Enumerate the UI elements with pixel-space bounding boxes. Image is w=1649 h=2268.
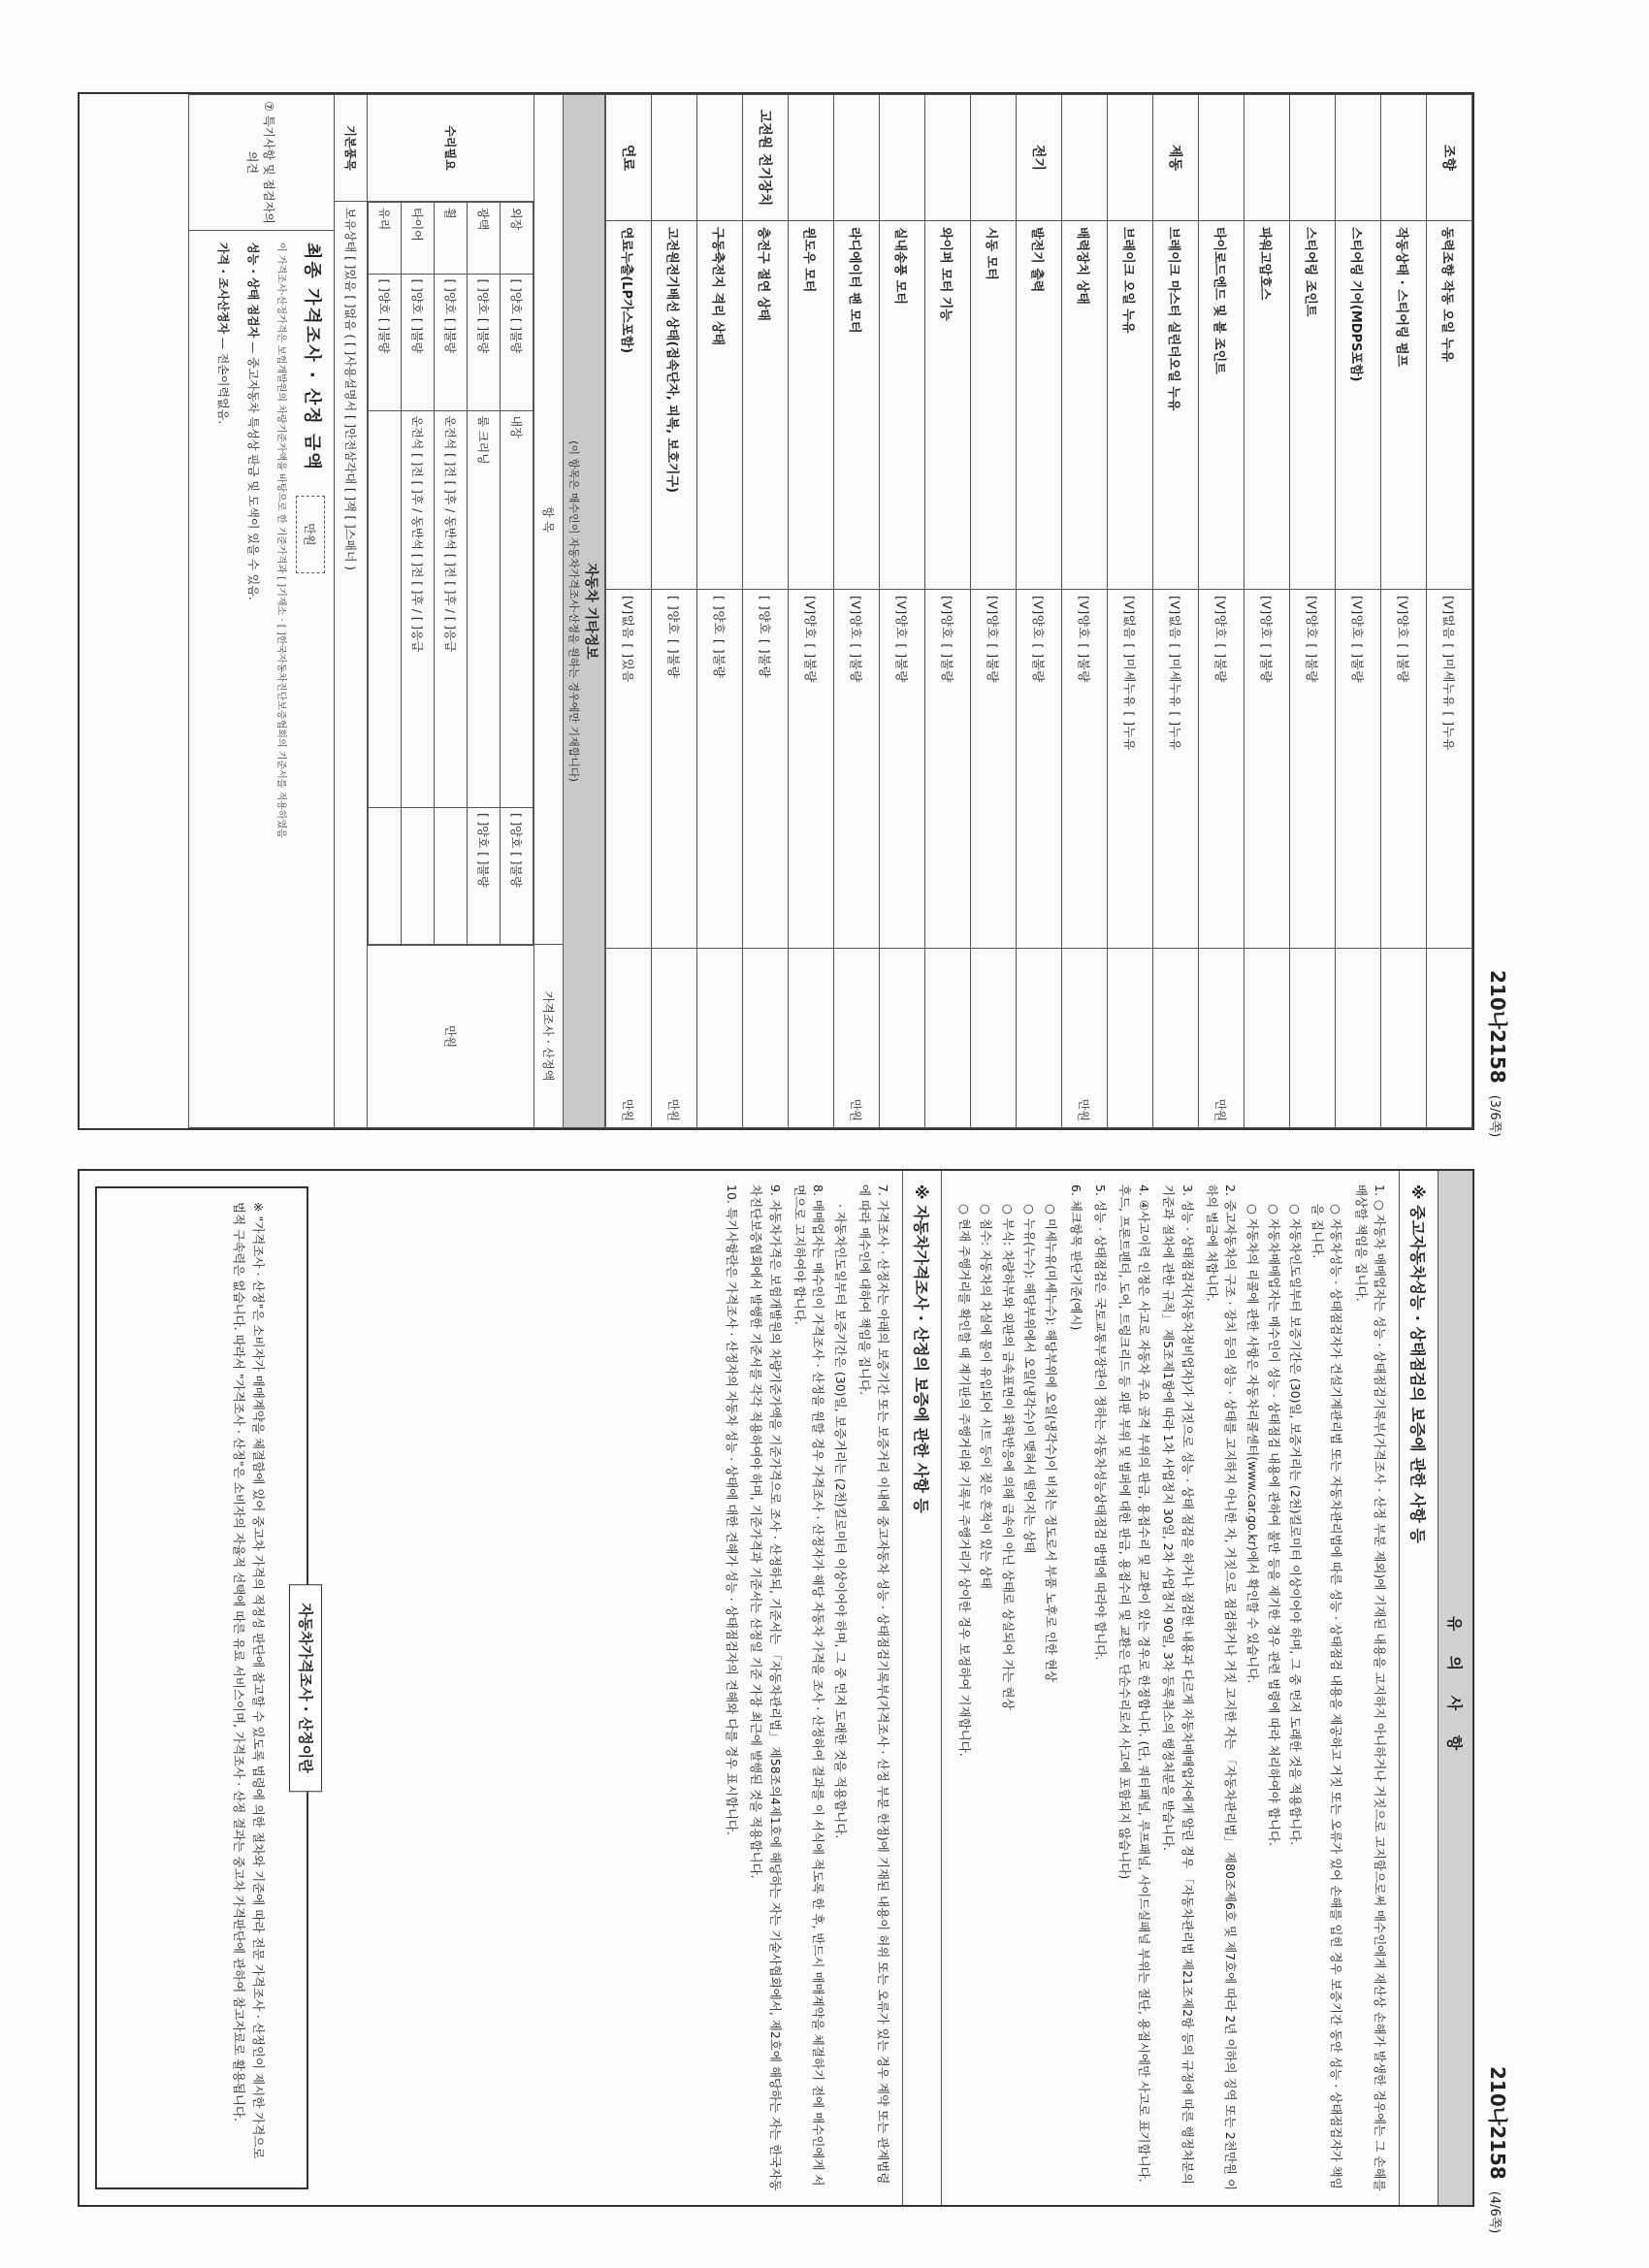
- inspection-row: [1153, 95, 1199, 1128]
- note-paragraph: ○ 미세누유(미세누수): 해당부위에 오일(냉각수)이 비치는 정도로서 부품 노후로 인한 현상: [1044, 1204, 1059, 1683]
- item-cell: 브레이크 마스터 실린더오일 누유: [1153, 221, 1199, 590]
- inspection-row: [1017, 95, 1062, 1128]
- repair-cell: [369, 808, 402, 945]
- item-cell: 고전원전기배선 상태(접속단자, 피복, 보호기구): [652, 221, 697, 590]
- status-cell: [V]없음 [ ]미세누유 [ ]누유: [1153, 590, 1199, 949]
- repair-cell: [ ]양호 [ ]불량: [369, 274, 402, 410]
- category-cell: 조향: [1427, 95, 1472, 221]
- repair-cell: [ ]양호 [ ]불량: [501, 274, 534, 410]
- inspection-row: [1381, 95, 1427, 1128]
- section2-notes: [707, 1171, 903, 2205]
- inspection-table: [605, 94, 1472, 1128]
- inspection-row: [834, 95, 880, 1128]
- note-paragraph: ○ 자동차매매업자는 매수인이 성능 · 상태점검 내용에 관하여 불만 등을 제기한 경우 관련 법령에 따라 처리하여야 합니다.: [1267, 1204, 1282, 1847]
- note-paragraph: ○ 자동차성능 · 상태점검자가 건설기계관리법 또는 자동차관리법에 따른 성능 · 상태점검 내용을 제공하고 거짓 또는 오류가 있어 손해를 입힌 경우 보증기간 동안 성능 · 상태점검자가 책임을 집니다.: [1310, 1204, 1344, 2189]
- repair-cell: [369, 410, 402, 808]
- inspection-row: [1062, 95, 1108, 1128]
- repair-row: [501, 203, 534, 945]
- note-paragraph: 1. ○ 자동차 매매업자는 성능 · 상태점검기록부(가격조사 · 산정 부분 제외)에 기재된 내용을 고지하지 아니하거나 거짓으로 고지함으로써 매수인에게 재산상 손해가 발생한 경우에는 그 손해를 배상할 책임을 집니다.: [1353, 1184, 1387, 2191]
- note-paragraph: 5. 성능 · 상태점검은 국토교통부장관이 정하는 자동차성능상태점검 방법에 따라야 합니다.: [1093, 1184, 1109, 1661]
- left-page: [78, 92, 1474, 1130]
- item-cell: 구동축전지 격리 상태: [697, 221, 743, 590]
- amount-cell: [743, 949, 789, 1128]
- right-page: [78, 1169, 1474, 2207]
- category-cell: 전기: [1017, 95, 1062, 221]
- item-cell: 발전기 출력: [1017, 221, 1062, 590]
- amount-cell: [789, 949, 834, 1128]
- category-cell: [789, 95, 834, 221]
- status-cell: [ ]양호 [ ]불량: [697, 590, 743, 949]
- category-cell: 고전원 전기장치: [743, 95, 789, 221]
- category-cell: [1381, 95, 1427, 221]
- inspection-row: [1199, 95, 1245, 1128]
- repair-cell: 룸 크리닝: [468, 410, 501, 808]
- category-cell: [1108, 95, 1153, 221]
- category-cell: [697, 95, 743, 221]
- note-paragraph: 6. 체크항목 판단기준(예시): [1068, 1184, 1083, 1331]
- note-paragraph: 4. ④사고이력 인정은 사고로 자동차 주요 골격 부위의 판금, 용접수리 및 교환이 있는 경우로 한정합니다. (단, 쿼터패널, 루프패널, 사이드실패널 부위는 절단, 용접시에만 사고로 표기합니다. 후드, 프론트펜더, 도어, 트렁크리드 등 외판 부위 및 범퍼에 대한 판금, 용접수리 및 교환은 단순수리로서 사고에 포함되지 않습니다): [1117, 1184, 1151, 2183]
- status-cell: [V]양호 [ ]불량: [1062, 590, 1108, 949]
- section2-title: ※ 자동차가격조사 · 산정의 보증에 관한 사항 등: [903, 1171, 943, 2205]
- status-cell: [ ]양호 [ ]불량: [652, 590, 697, 949]
- inspection-row: [1245, 95, 1290, 1128]
- item-cell: 윈도우 모터: [789, 221, 834, 590]
- status-cell: [ ]양호 [ ]불량: [743, 590, 789, 949]
- item-cell: 브레이크 오일 누유: [1108, 221, 1153, 590]
- status-cell: [V]양호 [ ]불량: [1290, 590, 1336, 949]
- item-cell: 파워고압호스: [1245, 221, 1290, 590]
- inspection-row: [606, 95, 652, 1128]
- appraisal-definition-title: 자동차가격조사 · 산정이란: [289, 1584, 322, 1792]
- inspection-row: [743, 95, 789, 1128]
- note-paragraph: 8. 매매업자는 매수인이 가격조사 · 산정을 원할 경우 가격조사 · 산정자가 해당 자동차 가격을 조사 · 산정하여 결과를 이 서식에 적도록 한 후, 반드시 매매계약을 체결하기 전에 매수인에게 서면으로 고지하여야 합니다.: [792, 1184, 826, 2187]
- note-paragraph: · 자동차인도일부터 보증기간은 (30)일, 보증거리는 (2천)킬로미터 이상이어야 하며, 그 중 먼저 도래한 것을 적용합니다.: [832, 1204, 848, 1839]
- opinion-appraiser: 가격 · 조사산정자 — 전손이력없음.: [216, 243, 231, 425]
- status-cell: [V]없음 [ ]있음: [606, 590, 652, 949]
- status-cell: [V]양호 [ ]불량: [880, 590, 925, 949]
- note-paragraph: 2. 중고자동차의 구조 · 장치 등의 성능 · 상태를 고지하지 아니한 자, 거짓으로 점검하거나 거짓 고지한 자는 「자동차관리법」 제80조제6호 및 제7호에 따라 2년 이하의 징역 또는 2천만원 이하의 벌금에 처합니다.: [1205, 1184, 1239, 2191]
- category-cell: [925, 95, 971, 221]
- inspection-row: [925, 95, 971, 1128]
- amount-cell: [1017, 949, 1062, 1128]
- inspection-row: [1108, 95, 1153, 1128]
- amount-cell: 만원: [606, 949, 652, 1128]
- repair-cell: [ ]양호 [ ]불량: [402, 274, 435, 410]
- right-page-number: 210나2158(4/6쪽): [1486, 2066, 1509, 2234]
- status-cell: [V]양호 [ ]불량: [925, 590, 971, 949]
- amount-cell: [880, 949, 925, 1128]
- item-cell: 연료누출(LP가스포함): [606, 221, 652, 590]
- inspection-row: [789, 95, 834, 1128]
- status-cell: [V]양호 [ ]불량: [971, 590, 1017, 949]
- final-price-title: 최종 가격조사 · 산정 금액: [302, 243, 322, 471]
- item-cell: 작동상태 · 스티어링 펌프: [1381, 221, 1427, 590]
- left-page-number: 210나2158(3/6쪽): [1486, 970, 1509, 1138]
- status-cell: [V]없음 [ ]미세누유 [ ]누유: [1427, 590, 1472, 949]
- final-price-box: 만원: [297, 496, 326, 573]
- repair-cell: 광택: [468, 203, 501, 275]
- section1-notes: [943, 1171, 1400, 2205]
- repair-cell: [ ]양호 [ ]불량: [435, 274, 468, 410]
- inspection-row: [697, 95, 743, 1128]
- repair-cell: 운전석 [ ]전 [ ]후 / 동반석 [ ]전 [ ]후 / [ ]응급: [435, 410, 468, 808]
- status-cell: [V]양호 [ ]불량: [789, 590, 834, 949]
- repair-row: [402, 203, 435, 945]
- inspection-row: [1427, 95, 1472, 1128]
- item-cell: 시동 모터: [971, 221, 1017, 590]
- note-paragraph: ○ 자동차의 리콜에 관한 사항은 자동차리콜센터(www.car.go.kr)에서 확인할 수 있습니다.: [1245, 1204, 1260, 1684]
- basic-items-section: 기본품목 보유상태 [ ]있음 [ ]없음 ( [ ]사용설명서 [ ]안전삼각대 [ ]잭 [ ]스패너 ): [334, 94, 367, 1128]
- inspection-row: [880, 95, 925, 1128]
- amount-cell: [1290, 949, 1336, 1128]
- etc-sub-header: 항 목 가격조사 · 산정액: [534, 94, 563, 1128]
- note-paragraph: ○ 자동차인도일부터 보증기간은 (30)일, 보증거리는 (2천)킬로미터 이상이어야 하며, 그 중 먼저 도래한 것을 적용합니다.: [1288, 1204, 1304, 1846]
- item-cell: 실내송풍 모터: [880, 221, 925, 590]
- category-cell: [1290, 95, 1336, 221]
- repair-row: [435, 203, 468, 945]
- repair-row: [369, 203, 402, 945]
- opinion-inspector: 성능 · 상태 점검자 — 중고자동차 특성상 판금 및 도색이 있을 수 있음.: [246, 243, 261, 600]
- amount-cell: 만원: [1199, 949, 1245, 1128]
- final-price-note: 이 가격조사·산정가격은 보험개발원의 차량기준가액을 바탕으로 한 기준가격과 [ ]기재소 · [ ]한국자동차진단보증협회의 기준서를 적용하였음: [275, 243, 287, 838]
- status-cell: [V]양호 [ ]불량: [1017, 590, 1062, 949]
- note-paragraph: ○ 부식: 차량하부와 외판의 금속표면이 화학반응에 의해 금속이 아닌 상태로 상실되어 가는 현상: [1000, 1204, 1016, 1710]
- item-cell: 동력조향 작동 오일 누유: [1427, 221, 1472, 590]
- amount-cell: [925, 949, 971, 1128]
- amount-cell: 만원: [834, 949, 880, 1128]
- amount-cell: [971, 949, 1017, 1128]
- repair-cell: [ ]양호 [ ]불량: [468, 274, 501, 410]
- repair-cell: 타이어: [402, 203, 435, 275]
- item-cell: 스티어링 조인트: [1290, 221, 1336, 590]
- etc-info-bar: 자동차 기타정보 (이 항목은 매수인이 자동차가격조사·산정을 원하는 경우에만 기재합니다): [563, 94, 605, 1128]
- note-paragraph: 9. 자동차가격은 보험개발원의 차량기준가액을 기준가격으로 조사 · 산정하되, 기준서는 「자동차관리법」 제58조의4제1호에 해당하는 자는 기술사협회에서, 제2호에 해당하는 자는 한국자동차진단보증협회에서 발행한 기준서를 각각 적용하여야 하며, 기준가격과 기준서는 산정일 기준 가장 최근에 발행된 것을 적용합니다.: [749, 1184, 783, 2191]
- category-cell: 연료: [606, 95, 652, 221]
- repair-row: [468, 203, 501, 945]
- category-cell: [834, 95, 880, 221]
- status-cell: [V]양호 [ ]불량: [834, 590, 880, 949]
- repair-cell: [ ]양호 [ ]불량: [468, 808, 501, 945]
- note-paragraph: 10. 특기사항란은 가격조사 · 산정자의 자동차 성능 · 상태에 대한 견해가 성능 · 상태점검자의 견해와 다를 경우 표시합니다.: [724, 1184, 739, 1835]
- category-cell: 제동: [1153, 95, 1199, 221]
- amount-cell: [1245, 949, 1290, 1128]
- item-cell: 충전구 절연 상태: [743, 221, 789, 590]
- category-cell: [880, 95, 925, 221]
- amount-cell: 만원: [652, 949, 697, 1128]
- amount-cell: 만원: [1062, 949, 1108, 1128]
- inspection-row: [971, 95, 1017, 1128]
- note-paragraph: ○ 침수: 자동차의 차실에 물이 유입되어 시트 등이 젖은 흔적이 있는 상태: [979, 1204, 994, 1589]
- amount-cell: [1153, 949, 1199, 1128]
- repair-needed-section: 수리필요 외장 [ ]양호 [ ]불량 내장 [ ]양호 [ ]불량 광택 [ ]양호 [ ]불량 룸 크리닝 [ ]양호 [ ]불량 휠 [ ]양호 [ ]불량 운전석 [ ]전 [ ]후 / 동반석 [ ]전 [ ]후 / [ ]응급 타이어 [ ]양호 [ ]불량 운전석 [ ]전 [ ]후 / 동반석 [ ]전 [ ]후 / [ ]응급 유리 [ ]양호 [ ]불량 만원: [367, 94, 534, 1128]
- note-paragraph: ○ 현재 주행거리를 확인할 때 계기판의 주행거리와 기록부 주행거리가 상이한 경우 보정하여 기재합니다.: [956, 1204, 972, 1757]
- amount-cell: [697, 949, 743, 1128]
- repair-cell: 휠: [435, 203, 468, 275]
- category-cell: [1199, 95, 1245, 221]
- amount-cell: [1427, 949, 1472, 1128]
- status-cell: [V]없음 [ ]미세누유 [ ]누유: [1108, 590, 1153, 949]
- inspection-row: [652, 95, 697, 1128]
- note-paragraph: 3. 성능 · 상태점검자(자동차정비업자)가 거짓으로 성능 · 상태 점검을 하거나 점검한 내용과 다르게 자동차매매업자에게 알린 경우 「자동차관리법 제21조제2항 등의 규정에 따른 행정처분의 기준과 절차에 관한 규칙」 제5조제1항에 따라 1차 사업정지 30일, 2차 사업정지 90일, 3차 등록취소의 행정처분을 받습니다.: [1161, 1184, 1195, 2185]
- amount-cell: [1108, 949, 1153, 1128]
- final-price-section: ⑦ 특기사항 및 점검자의 의견 최종 가격조사 · 산정 금액 만원 이 가격조사·산정가격은 보험개발원의 차량기준가액을 바탕으로 한 기준가격과 [ ]기재소 · [ ]한국자동차진단보증협회의 기준서를 적용하였음 성능 · 상태 점검자 — 중고자동차 특성상 판금 및 도색이 있을 수 있음. 가격 · 조사산정자 — 전손이력없음.: [188, 94, 334, 1128]
- item-cell: 와이퍼 모터 기능: [925, 221, 971, 590]
- repair-cell: 내장: [501, 410, 534, 808]
- repair-cell: [435, 808, 468, 945]
- item-cell: 라디에이터 팬 모터: [834, 221, 880, 590]
- amount-cell: [1381, 949, 1427, 1128]
- inspection-row: [1290, 95, 1336, 1128]
- appraisal-definition-text: ※ "가격조사 · 산정"은 소비자가 매매계약을 체결함에 있어 중고차 가격의 적정성 판단에 참고할 수 있도록 법령에 의한 절차와 기준에 따라 전문 가격조사 · 산정인이 제시한 가격으로 법적 구속력은 없습니다. 따라서 "가격조사 · 산정"은 소비자의 자율적 선택에 따른 유료 서비스이며, 가격조사 · 산정 결과는 중고차 가격판단에 관하여 참고자료로 활용됩니다.: [232, 1202, 266, 2159]
- repair-cell: [ ]양호 [ ]불량: [501, 808, 534, 945]
- item-cell: 타이로드엔드 및 볼 조인트: [1199, 221, 1245, 590]
- status-cell: [V]양호 [ ]불량: [1336, 590, 1381, 949]
- category-cell: [971, 95, 1017, 221]
- section1-title: ※ 중고자동차성능 · 상태점검의 보증에 관한 사항 등: [1399, 1171, 1438, 2205]
- repair-cell: 유리: [369, 203, 402, 275]
- item-cell: 스티어링 기어(MDPS포함): [1336, 221, 1381, 590]
- category-cell: [1336, 95, 1381, 221]
- item-cell: 배력장치 상태: [1062, 221, 1108, 590]
- category-cell: [1245, 95, 1290, 221]
- notice-title: 유 의 사 항: [1438, 1171, 1472, 2205]
- repair-cell: [402, 808, 435, 945]
- category-cell: [652, 95, 697, 221]
- category-cell: [1062, 95, 1108, 221]
- appraisal-definition-box: [95, 1186, 314, 2189]
- status-cell: [V]양호 [ ]불량: [1381, 590, 1427, 949]
- status-cell: [V]양호 [ ]불량: [1245, 590, 1290, 949]
- repair-cell: 외장: [501, 203, 534, 275]
- repair-cell: 운전석 [ ]전 [ ]후 / 동반석 [ ]전 [ ]후 / [ ]응급: [402, 410, 435, 808]
- note-paragraph: 7. 가격조사 · 산정자는 아래의 보증기간 또는 보증거리 이내에 중고자동차 성능 · 상태점검기록부(가격조사 · 산정 부분 한정)에 기재된 내용이 허위 또는 오류가 있는 경우 계약 또는 관계법령에 따라 매수인에 대하여 책임을 집니다.: [857, 1184, 891, 2185]
- status-cell: [V]양호 [ ]불량: [1199, 590, 1245, 949]
- note-paragraph: ○ 누유(누수): 해당부위에서 오일(냉각수)이 맺혀서 떨어지는 상태: [1022, 1204, 1037, 1554]
- inspection-row: [1336, 95, 1381, 1128]
- amount-cell: [1336, 949, 1381, 1128]
